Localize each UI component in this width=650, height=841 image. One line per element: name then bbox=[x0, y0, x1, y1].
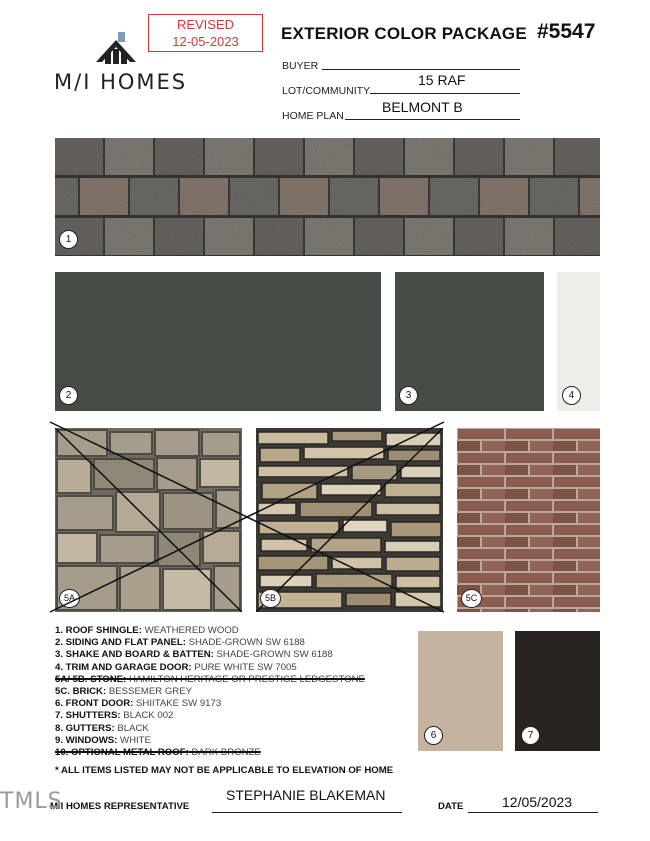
swatch-number-4: 4 bbox=[562, 386, 581, 405]
shake-color-swatch bbox=[395, 272, 544, 411]
buyer-label: BUYER bbox=[282, 60, 319, 72]
rep-value: STEPHANIE BLAKEMAN bbox=[226, 787, 386, 803]
list-item: 1. ROOF SHINGLE: WEATHERED WOOD bbox=[55, 625, 239, 636]
list-item-struck: 5A/ 5B. STONE: HAMILTON HERITAGE OR PRESTIGE LEDGESTONE bbox=[55, 673, 365, 685]
swatch-number-5b: 5B bbox=[260, 589, 281, 608]
list-item: 5C. BRICK: BESSEMER GREY bbox=[55, 686, 193, 698]
swatch-number-6: 6 bbox=[424, 726, 443, 745]
list-item: 6. FRONT DOOR: SHIITAKE SW 9173 bbox=[55, 698, 222, 710]
swatch-number-5a: 5A bbox=[59, 589, 80, 608]
strike-x-mark bbox=[48, 420, 448, 615]
list-item-struck: 10. OPTIONAL METAL ROOF: DARK BRONZE bbox=[55, 747, 261, 759]
brick-5c-swatch bbox=[457, 428, 600, 612]
swatch-number-3: 3 bbox=[399, 386, 418, 405]
swatch-number-1: 1 bbox=[59, 230, 78, 249]
list-item: 3. SHAKE AND BOARD & BATTEN: SHADE-GROWN SW 6188 bbox=[55, 649, 333, 661]
rep-line bbox=[212, 812, 402, 813]
page-title: EXTERIOR COLOR PACKAGE bbox=[281, 24, 527, 43]
footnote: * ALL ITEMS LISTED MAY NOT BE APPLICABLE TO ELEVATION OF HOME bbox=[55, 765, 394, 776]
date-label: DATE bbox=[438, 801, 464, 812]
list-item: 2. SIDING AND FLAT PANEL: SHADE-GROWN SW 6188 bbox=[55, 637, 305, 649]
revised-date: 12-05-2023 bbox=[172, 34, 239, 49]
swatch-number-7: 7 bbox=[521, 726, 540, 745]
swatch-number-5c: 5C bbox=[461, 589, 482, 608]
plan-value: BELMONT B bbox=[382, 99, 463, 115]
list-item: 8. GUTTERS: BLACK bbox=[55, 722, 149, 734]
lot-line bbox=[370, 93, 520, 94]
tmls-watermark: TMLS bbox=[0, 789, 63, 814]
plan-label: HOME PLAN bbox=[282, 110, 344, 122]
revised-label: REVISED bbox=[176, 17, 235, 32]
list-item: 7. SHUTTERS: BLACK 002 bbox=[55, 710, 174, 722]
rep-label: M/I HOMES REPRESENTATIVE bbox=[50, 801, 190, 812]
siding-color-swatch bbox=[55, 272, 381, 411]
lot-value: 15 RAF bbox=[418, 72, 466, 88]
swatch-number-2: 2 bbox=[59, 386, 78, 405]
date-line bbox=[468, 812, 598, 813]
color-item-list bbox=[55, 625, 365, 759]
list-item: 4. TRIM AND GARAGE DOOR: PURE WHITE SW 7005 bbox=[55, 661, 297, 673]
revised-stamp bbox=[148, 14, 263, 52]
lot-label: LOT/COMMUNITY bbox=[282, 85, 371, 97]
buyer-line bbox=[322, 69, 520, 70]
plan-line bbox=[345, 119, 520, 120]
roof-shingle-swatch bbox=[55, 138, 600, 256]
package-number: #5547 bbox=[537, 20, 596, 43]
date-value: 12/05/2023 bbox=[502, 794, 573, 810]
brand-name: M/I HOMES bbox=[54, 70, 188, 94]
list-item: 9. WINDOWS: WHITE bbox=[55, 734, 151, 746]
